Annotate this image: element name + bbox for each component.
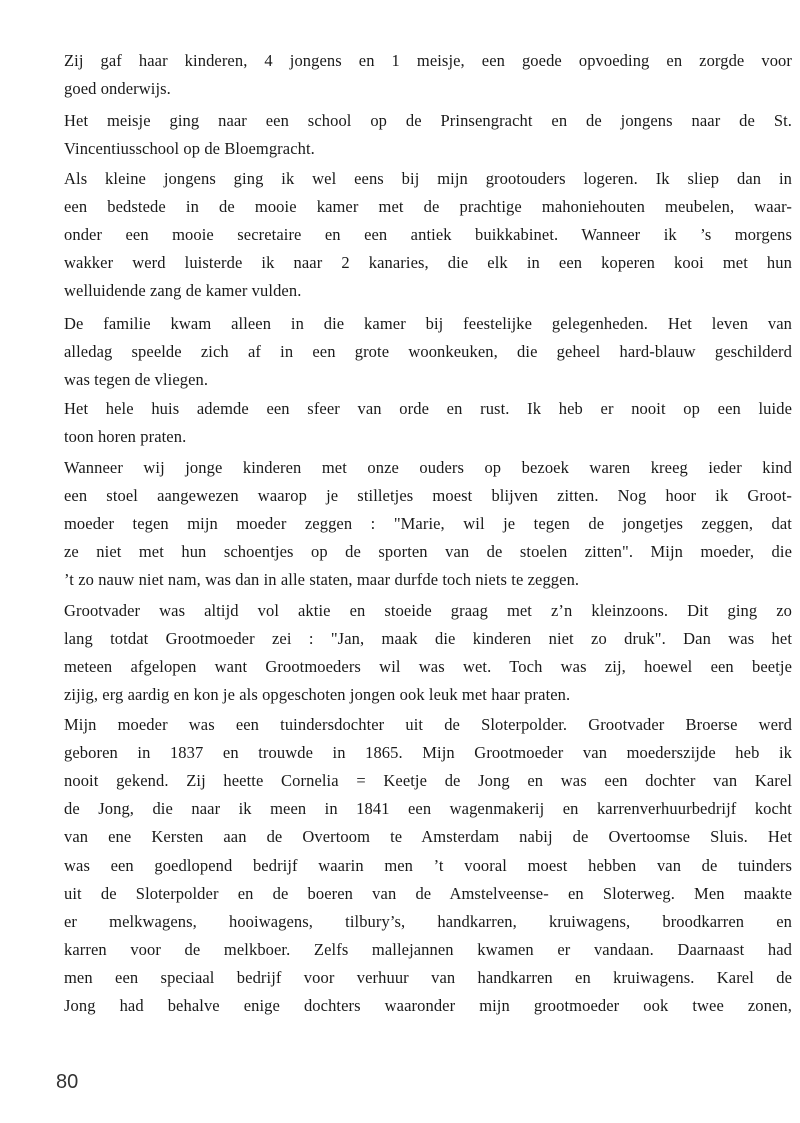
text-line: een bedstede in de mooie kamer met de prachtige mahoniehouten meubelen, waar- — [64, 197, 792, 217]
text-line: lang totdat Grootmoeder zei : "Jan, maak die kinderen niet zo druk". Dan was het — [64, 629, 792, 649]
text-line: Als kleine jongens ging ik wel eens bij mijn grootouders logeren. Ik sliep dan in — [64, 169, 792, 188]
text-line: Het meisje ging naar een school op de Prinsengracht en de jongens naar de St. — [64, 111, 792, 130]
text-line: karren voor de melkboer. Zelfs mallejannen kwamen er vandaan. Daarnaast had — [64, 939, 792, 959]
text-line: van ene Kersten aan de Overtoom te Amsterdam nabij de Overtoomse Sluis. Het — [64, 827, 792, 847]
text-line: uit de Sloterpolder en de boeren van de Amstelveense- en Sloterweg. Men maakte — [64, 883, 792, 903]
text-line: was tegen de vliegen. — [64, 370, 209, 390]
text-line: onder een mooie secretaire en een antiek buikkabinet. Wanneer ik ’s morgens — [64, 225, 792, 245]
text-line: alledag speelde zich af in een grote woonkeuken, die geheel hard-blauw geschilderd — [64, 342, 792, 362]
text-line: er melkwagens, hooiwagens, tilbury’s, handkarren, kruiwagens, broodkarren en — [64, 911, 792, 931]
text-line: ze niet met hun schoentjes op de sporten van de stoelen zitten". Mijn moeder, die — [64, 542, 792, 562]
text-line: moeder tegen mijn moeder zeggen : "Marie, wil je tegen de jongetjes zeggen, dat — [64, 514, 792, 534]
text-line: wakker werd luisterde ik naar 2 kanaries, die elk in een koperen kooi met hun — [64, 253, 792, 273]
text-line: Zij gaf haar kinderen, 4 jongens en 1 meisje, een goede opvoeding en zorgde voor — [64, 51, 792, 70]
text-line: Mijn moeder was een tuindersdochter uit de Sloterpolder. Grootvader Broerse werd — [64, 715, 792, 734]
page-number: 80 — [56, 1071, 79, 1093]
text-line: de Jong, die naar ik meen in 1841 een wagenmakerij en karrenverhuurbedrijf kocht — [64, 799, 792, 819]
text-line: goed onderwijs. — [64, 79, 171, 99]
text-line: geboren in 1837 en trouwde in 1865. Mijn Grootmoeder van moederszijde heb ik — [64, 743, 792, 763]
text-line: Vincentiusschool op de Bloemgracht. — [64, 139, 315, 159]
text-line: nooit gekend. Zij heette Cornelia = Keetje de Jong en was een dochter van Karel — [64, 771, 792, 791]
text-line: Het hele huis ademde een sfeer van orde en rust. Ik heb er nooit op een luide — [64, 399, 792, 418]
text-line: toon horen praten. — [64, 427, 187, 447]
text-line: was een goedlopend bedrijf waarin men ’t vooral moest hebben van de tuinders — [64, 855, 792, 875]
text-line: welluidende zang de kamer vulden. — [64, 281, 302, 301]
text-line: men een speciaal bedrijf voor verhuur van handkarren en kruiwagens. Karel de — [64, 967, 792, 987]
text-line: meteen afgelopen want Grootmoeders wil was wet. Toch was zij, hoewel een beetje — [64, 657, 792, 677]
text-line: ’t zo nauw niet nam, was dan in alle staten, maar durfde toch niets te zeggen. — [64, 570, 580, 590]
text-line: Jong had behalve enige dochters waaronder mijn grootmoeder ook twee zonen, — [64, 996, 792, 1015]
text-line: zijig, erg aardig en kon je als opgeschoten jongen ook leuk met haar praten. — [64, 685, 571, 705]
text-line: Wanneer wij jonge kinderen met onze ouders op bezoek waren kreeg ieder kind — [64, 458, 792, 477]
text-line: Grootvader was altijd vol aktie en stoeide graag met z’n kleinzoons. Dit ging zo — [64, 601, 792, 620]
text-line: De familie kwam alleen in die kamer bij feestelijke gelegenheden. Het leven van — [64, 314, 792, 333]
text-line: een stoel aangewezen waarop je stilletjes moest blijven zitten. Nog hoor ik Groot- — [64, 486, 792, 506]
